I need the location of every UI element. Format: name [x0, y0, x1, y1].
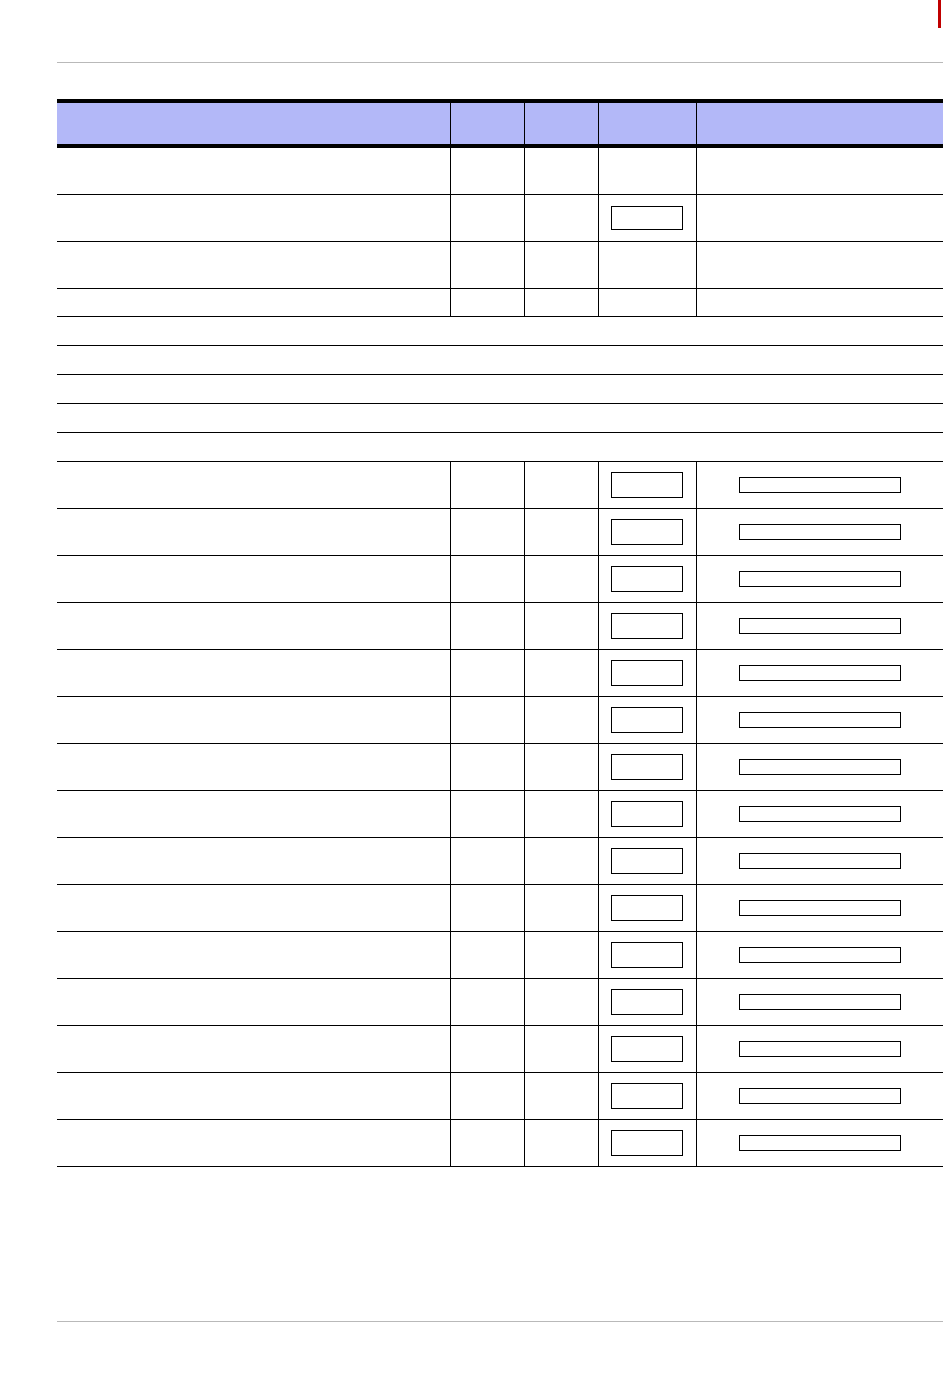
row-label	[57, 979, 450, 1026]
row-cell-2	[450, 697, 524, 744]
entry-field[interactable]	[739, 618, 901, 634]
entry-field[interactable]	[739, 947, 901, 963]
row-label	[57, 462, 450, 509]
row-label	[57, 1120, 450, 1167]
entry-field[interactable]	[739, 571, 901, 587]
row-cell-3	[524, 462, 598, 509]
entry-field[interactable]	[739, 994, 901, 1010]
checkbox-cell	[598, 1026, 696, 1073]
header-cell-3	[524, 101, 598, 146]
entry-box[interactable]	[611, 754, 683, 780]
row-cell-2	[450, 146, 524, 195]
table-row	[57, 603, 943, 650]
table-row	[57, 195, 943, 242]
entry-box[interactable]	[611, 206, 683, 230]
table-header	[57, 101, 943, 146]
row-label	[57, 932, 450, 979]
checkbox-cell	[598, 509, 696, 556]
row-cell-2	[450, 885, 524, 932]
section-label	[57, 433, 943, 462]
checkbox-cell	[598, 195, 696, 242]
table-row	[57, 650, 943, 697]
checkbox-cell	[598, 242, 696, 289]
table-row	[57, 791, 943, 838]
row-label	[57, 650, 450, 697]
table-body	[57, 146, 943, 1167]
checkbox-cell	[598, 289, 696, 317]
row-cell-3	[524, 1120, 598, 1167]
table-row	[57, 289, 943, 317]
row-cell-3	[524, 650, 598, 697]
checkbox-cell	[598, 603, 696, 650]
entry-box[interactable]	[611, 660, 683, 686]
field-cell	[696, 195, 943, 242]
entry-box[interactable]	[611, 942, 683, 968]
row-cell-3	[524, 979, 598, 1026]
row-cell-2	[450, 650, 524, 697]
entry-field[interactable]	[739, 900, 901, 916]
entry-field[interactable]	[739, 524, 901, 540]
entry-box[interactable]	[611, 613, 683, 639]
row-cell-2	[450, 1120, 524, 1167]
row-label	[57, 885, 450, 932]
row-cell-2	[450, 462, 524, 509]
table-row	[57, 979, 943, 1026]
row-cell-2	[450, 289, 524, 317]
row-cell-3	[524, 509, 598, 556]
table-row	[57, 1026, 943, 1073]
field-cell	[696, 242, 943, 289]
header-cell-1	[57, 101, 450, 146]
checkbox-cell	[598, 744, 696, 791]
field-cell	[696, 697, 943, 744]
checkbox-cell	[598, 462, 696, 509]
row-cell-3	[524, 1026, 598, 1073]
row-cell-3	[524, 791, 598, 838]
entry-field[interactable]	[739, 1135, 901, 1151]
field-cell	[696, 603, 943, 650]
entry-field[interactable]	[739, 712, 901, 728]
row-cell-3	[524, 242, 598, 289]
row-cell-2	[450, 1073, 524, 1120]
table-row	[57, 556, 943, 603]
row-cell-2	[450, 603, 524, 650]
row-cell-3	[524, 1073, 598, 1120]
row-label	[57, 791, 450, 838]
table-row	[57, 509, 943, 556]
entry-box[interactable]	[611, 989, 683, 1015]
entry-field[interactable]	[739, 477, 901, 493]
table-row	[57, 744, 943, 791]
row-cell-2	[450, 1026, 524, 1073]
entry-field[interactable]	[739, 759, 901, 775]
row-cell-2	[450, 744, 524, 791]
table-row	[57, 885, 943, 932]
row-label	[57, 195, 450, 242]
row-cell-2	[450, 556, 524, 603]
row-cell-3	[524, 744, 598, 791]
field-cell	[696, 885, 943, 932]
row-cell-3	[524, 932, 598, 979]
entry-box[interactable]	[611, 707, 683, 733]
table-row	[57, 697, 943, 744]
row-label	[57, 1026, 450, 1073]
section-label	[57, 404, 943, 433]
form-table	[57, 99, 943, 1167]
checkbox-cell	[598, 556, 696, 603]
field-cell	[696, 932, 943, 979]
checkbox-cell	[598, 932, 696, 979]
row-label	[57, 146, 450, 195]
entry-field[interactable]	[739, 1088, 901, 1104]
field-cell	[696, 1073, 943, 1120]
row-label	[57, 509, 450, 556]
entry-field[interactable]	[739, 1041, 901, 1057]
row-label	[57, 289, 450, 317]
entry-box[interactable]	[611, 519, 683, 545]
entry-field[interactable]	[739, 853, 901, 869]
checkbox-cell	[598, 979, 696, 1026]
checkbox-cell	[598, 146, 696, 195]
row-label	[57, 697, 450, 744]
table-row	[57, 932, 943, 979]
row-label	[57, 242, 450, 289]
checkbox-cell	[598, 650, 696, 697]
section-row	[57, 433, 943, 462]
row-cell-3	[524, 195, 598, 242]
header-cell-2	[450, 101, 524, 146]
row-cell-2	[450, 791, 524, 838]
row-cell-3	[524, 697, 598, 744]
row-cell-3	[524, 289, 598, 317]
checkbox-cell	[598, 838, 696, 885]
row-cell-3	[524, 556, 598, 603]
section-row	[57, 404, 943, 433]
field-cell	[696, 744, 943, 791]
checkbox-cell	[598, 791, 696, 838]
table-row	[57, 838, 943, 885]
row-label	[57, 1073, 450, 1120]
table-row	[57, 1120, 943, 1167]
field-cell	[696, 1026, 943, 1073]
row-cell-3	[524, 838, 598, 885]
row-cell-3	[524, 885, 598, 932]
row-label	[57, 603, 450, 650]
entry-box[interactable]	[611, 895, 683, 921]
checkbox-cell	[598, 1120, 696, 1167]
field-cell	[696, 556, 943, 603]
row-label	[57, 556, 450, 603]
row-cell-2	[450, 242, 524, 289]
header-rule	[57, 62, 943, 63]
row-cell-2	[450, 509, 524, 556]
section-label	[57, 346, 943, 375]
entry-field[interactable]	[739, 665, 901, 681]
entry-box[interactable]	[611, 1036, 683, 1062]
field-cell	[696, 1120, 943, 1167]
entry-box[interactable]	[611, 1083, 683, 1109]
entry-box[interactable]	[611, 472, 683, 498]
table-row	[57, 1073, 943, 1120]
section-row	[57, 375, 943, 404]
row-cell-2	[450, 195, 524, 242]
checkbox-cell	[598, 697, 696, 744]
row-label	[57, 744, 450, 791]
checkbox-cell	[598, 885, 696, 932]
field-cell	[696, 509, 943, 556]
corner-mark	[938, 0, 941, 28]
row-cell-2	[450, 932, 524, 979]
entry-box[interactable]	[611, 566, 683, 592]
table-row	[57, 146, 943, 195]
entry-field[interactable]	[739, 806, 901, 822]
field-cell	[696, 979, 943, 1026]
entry-box[interactable]	[611, 1130, 683, 1156]
table-row	[57, 462, 943, 509]
checkbox-cell	[598, 1073, 696, 1120]
field-cell	[696, 838, 943, 885]
row-cell-2	[450, 838, 524, 885]
row-cell-3	[524, 146, 598, 195]
footer-rule	[57, 1321, 943, 1322]
entry-box[interactable]	[611, 848, 683, 874]
entry-box[interactable]	[611, 801, 683, 827]
field-cell	[696, 146, 943, 195]
field-cell	[696, 289, 943, 317]
field-cell	[696, 791, 943, 838]
row-label	[57, 838, 450, 885]
table-row	[57, 242, 943, 289]
section-row	[57, 317, 943, 346]
section-label	[57, 375, 943, 404]
header-cell-5	[696, 101, 943, 146]
field-cell	[696, 650, 943, 697]
row-cell-3	[524, 603, 598, 650]
section-row	[57, 346, 943, 375]
field-cell	[696, 462, 943, 509]
header-cell-4	[598, 101, 696, 146]
row-cell-2	[450, 979, 524, 1026]
section-label	[57, 317, 943, 346]
